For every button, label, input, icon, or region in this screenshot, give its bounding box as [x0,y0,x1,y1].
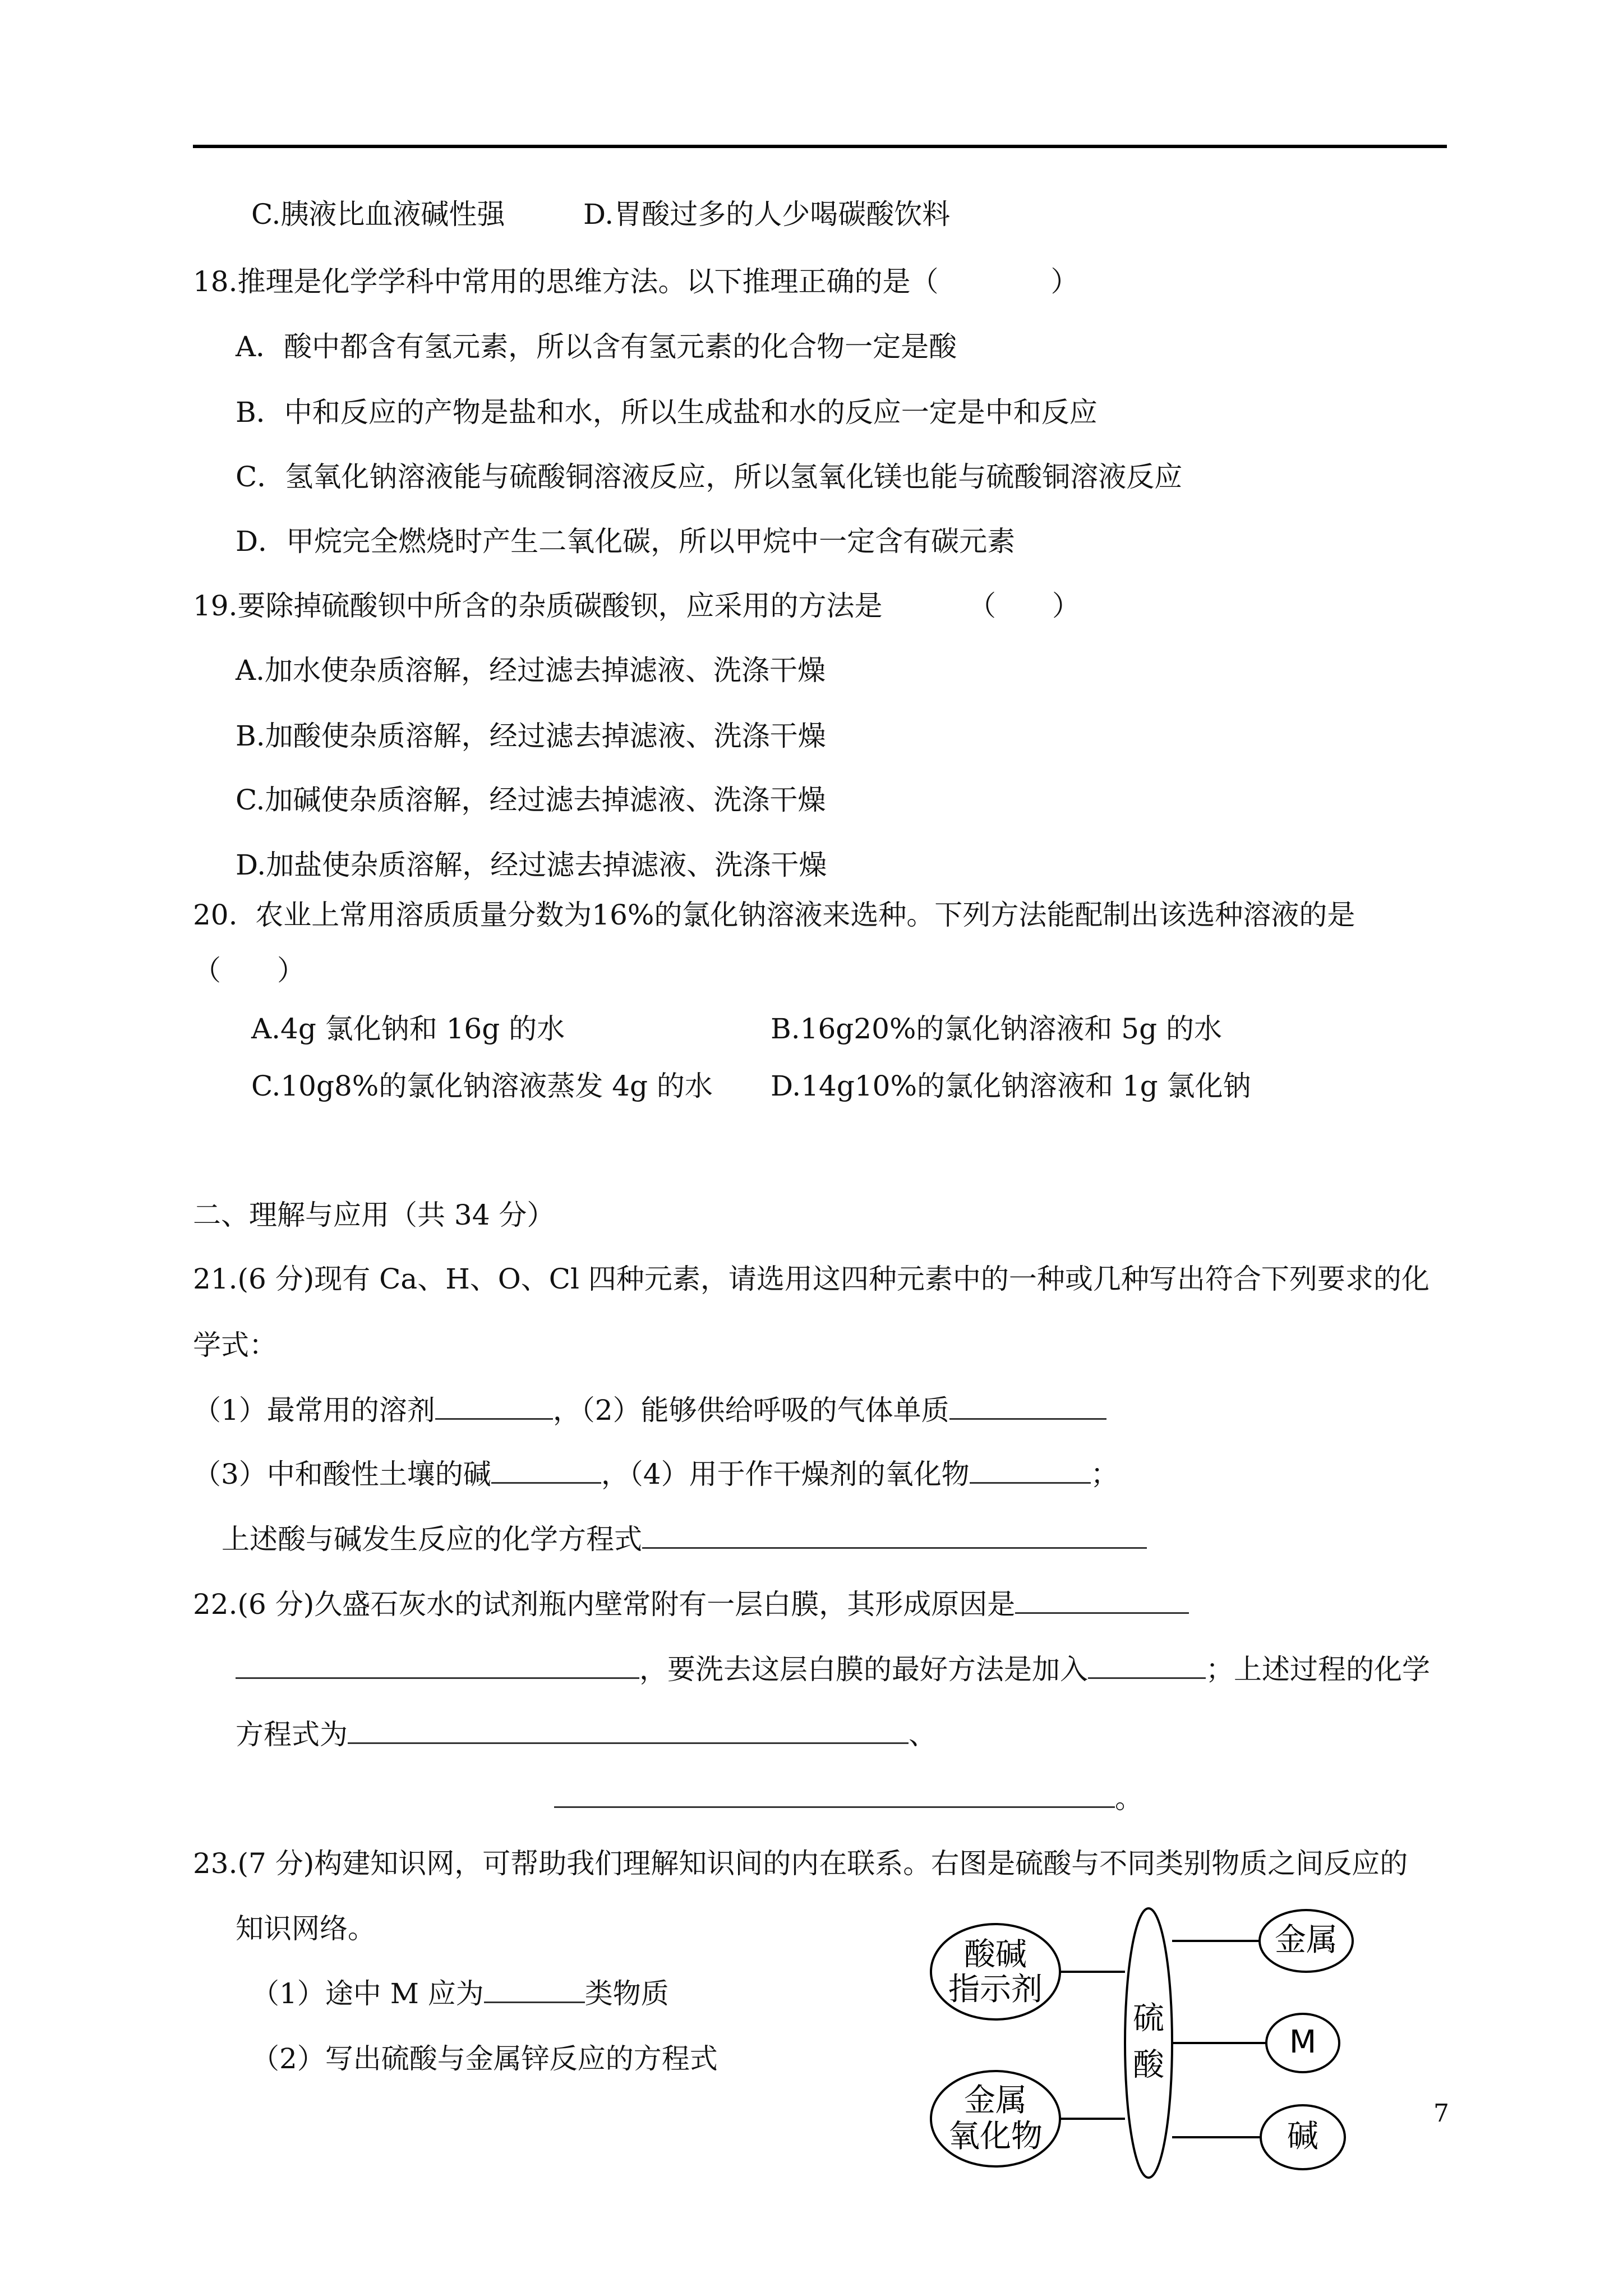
q22-line2-end: ；上述过程的化学 [1206,1653,1430,1686]
q22-line3 [236,1718,937,1751]
q23-part-1-end: 类物质 [584,1977,669,2010]
node-right-bottom-label: 碱 [1287,2118,1318,2155]
q18-option-a: A．酸中都含有氢元素，所以含有氢元素的化合物一定是酸 [236,330,957,363]
q21-stem-line1: 21.(6 分)现有 Ca、H、O、Cl 四种元素，请选用这四种元素中的一种或几种写出符合下列要求的化 [193,1263,1430,1295]
node-left-bottom-label-2: 氧化物 [948,2118,1043,2155]
q21-part-5-label: 上述酸与碱发生反应的化学方程式 [222,1523,642,1556]
q23-stem-line2: 知识网络。 [236,1912,376,1945]
q21-part-4-end: ； [1090,1458,1119,1490]
q17-option-d: D.胃酸过多的人少喝碳酸饮料 [583,198,951,231]
q21-part-1-label: （1）最常用的溶剂 [193,1394,435,1427]
q20-stem: 20. 农业上常用溶质质量分数为16%的氯化钠溶液来选种。下列方法能配制出该选种溶液的是 [193,899,1355,931]
answer-blank[interactable] [484,1977,585,2003]
q22-line2-mid: ，要洗去这层白膜的最好方法是加入 [639,1653,1088,1686]
node-right-top-label: 金属 [1275,1922,1338,1959]
q18-option-d: D．甲烷完全燃烧时产生二氧化碳，所以甲烷中一定含有碳元素 [236,525,1016,558]
answer-blank[interactable] [1088,1653,1206,1679]
node-left-top-label-2: 指示剂 [948,1971,1043,2008]
q18-option-b: B．中和反应的产物是盐和水，所以生成盐和水的反应一定是中和反应 [236,396,1098,429]
node-right-mid-label: M [1289,2024,1317,2061]
q23-stem-line1: 23.(7 分)构建知识网，可帮助我们理解知识间的内在联系。右图是硫酸与不同类别物质之间反应的 [193,1847,1408,1880]
q21-part-5 [222,1522,1147,1556]
q22-line3-end: 、 [909,1718,937,1751]
q20-option-b: B.16g20%的氯化钠溶液和 5g 的水 [771,1013,1223,1045]
q18-stem: 18.推理是化学学科中常用的思维方法。以下推理正确的是（ ） [193,265,1079,298]
node-center [1125,1908,1172,2178]
q19-stem: 19.要除掉硫酸钡中所含的杂质碳酸钡，应采用的方法是 [193,590,883,622]
section-heading: 二、理解与应用（共 34 分） [193,1199,555,1231]
q18-option-c: C．氢氧化钠溶液能与硫酸铜溶液反应，所以氢氧化镁也能与硫酸铜溶液反应 [236,461,1183,493]
page-number: 7 [1433,2099,1449,2128]
sulfuric-acid-network-diagram [920,1896,1380,2188]
node-center-label-2: 酸 [1133,2047,1164,2084]
q23-part-1-label: （1）途中 M 应为 [251,1977,484,2010]
q22-line3-label: 方程式为 [236,1718,348,1751]
q21-stem-line2: 学式： [193,1329,277,1361]
q22-line4 [554,1782,1143,1815]
q22-line2 [236,1653,1430,1686]
q19-option-b: B.加酸使杂质溶解，经过滤去掉滤液、洗涤干燥 [236,720,826,752]
q21-part-3-label: （3）中和酸性土壤的碱 [193,1458,491,1490]
q23-part-1 [251,1977,669,2010]
q22-line1 [193,1588,1189,1621]
answer-blank[interactable] [642,1522,1147,1549]
q21-part-3-4 [193,1457,1119,1491]
answer-blank[interactable] [348,1718,909,1744]
q20-option-a: A.4g 氯化钠和 16g 的水 [251,1013,565,1045]
node-left-top-label-1: 酸碱 [964,1936,1027,1973]
q20-option-d: D.14g10%的氯化钠溶液和 1g 氯化钠 [771,1070,1251,1102]
q23-part-2: （2）写出硫酸与金属锌反应的方程式 [251,2042,718,2075]
answer-blank[interactable] [236,1653,639,1679]
q19-option-a: A.加水使杂质溶解，经过滤去掉滤液、洗涤干燥 [236,654,826,687]
q22-line4-end: 。 [1115,1782,1143,1815]
q21-part-4-label: ，（4）用于作干燥剂的氧化物 [601,1458,970,1490]
q19-option-d: D.加盐使杂质溶解，经过滤去掉滤液、洗涤干燥 [236,849,827,881]
q21-part-1-2 [193,1393,1106,1427]
q20-option-c: C.10g8%的氯化钠溶液蒸发 4g 的水 [251,1070,713,1102]
q19-bracket: （ ） [968,590,1080,622]
q21-part-2-label: ，（2）能够供给呼吸的气体单质 [552,1394,949,1427]
answer-blank[interactable] [949,1393,1106,1420]
q20-bracket: （ ） [193,954,305,987]
node-left-bottom-label-1: 金属 [964,2082,1027,2119]
answer-blank[interactable] [1015,1588,1189,1614]
answer-blank[interactable] [491,1457,601,1484]
q19-option-c: C.加碱使杂质溶解，经过滤去掉滤液、洗涤干燥 [236,784,826,816]
node-center-label-1: 硫 [1133,2000,1164,2037]
answer-blank[interactable] [970,1457,1091,1484]
q22-stem: 22.(6 分)久盛石灰水的试剂瓶内壁常附有一层白膜，其形成原因是 [193,1588,1016,1621]
q17-option-c: C.胰液比血液碱性强 [251,198,505,231]
answer-blank[interactable] [554,1782,1115,1808]
header-rule [193,145,1447,148]
answer-blank[interactable] [435,1393,553,1420]
